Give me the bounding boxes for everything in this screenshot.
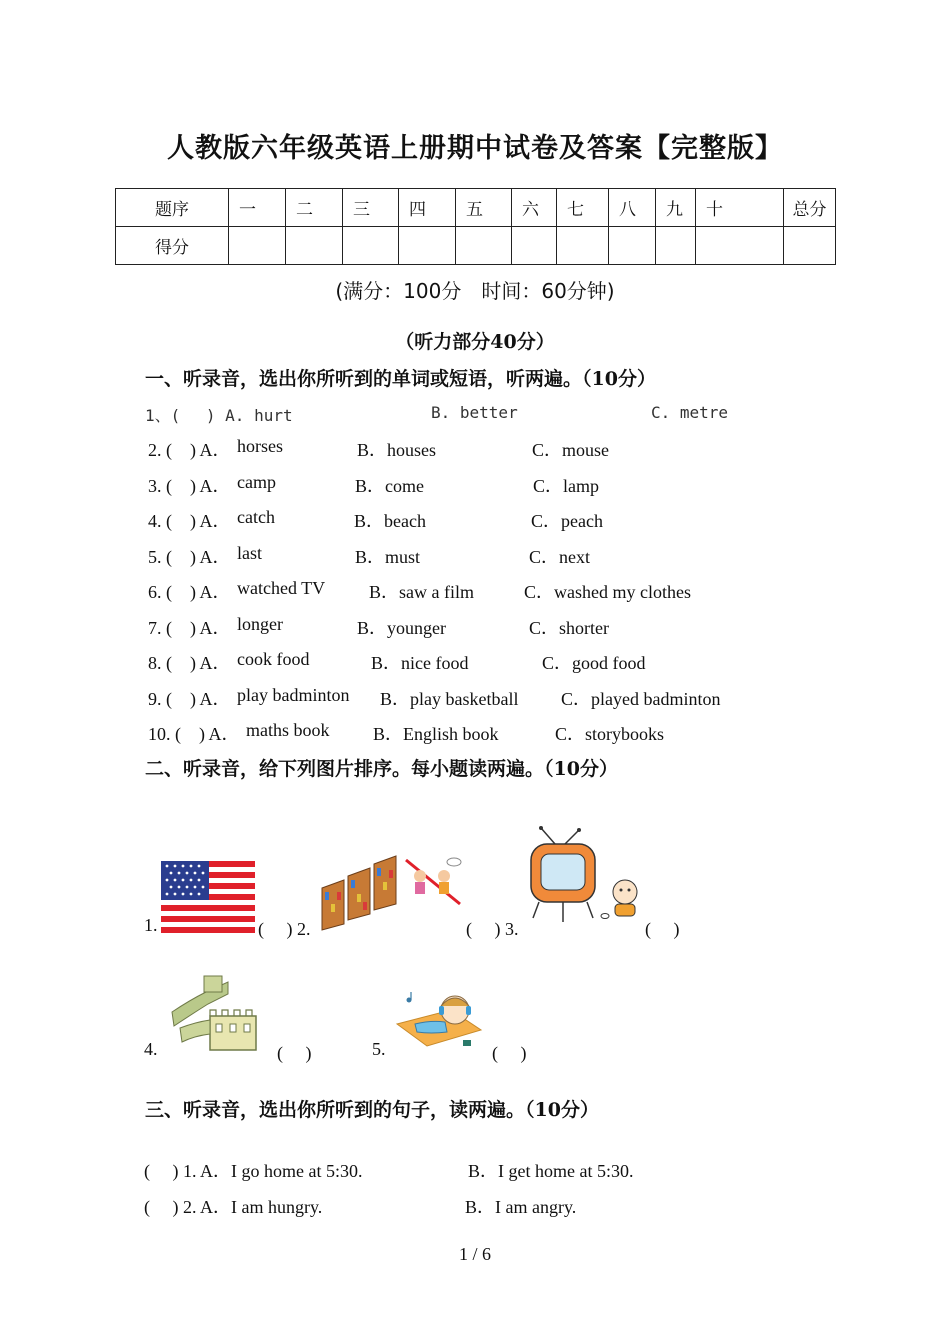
q8-option-c: C．good food bbox=[542, 653, 646, 673]
q3-option-b: B．come bbox=[355, 476, 424, 496]
section1-heading: 一、听录音，选出你所听到的单词或短语，听两遍。（10分） bbox=[145, 368, 656, 390]
q4-number: 4. ( ) A． bbox=[148, 511, 231, 531]
q8-option-a: cook food bbox=[237, 649, 310, 669]
score-cell[interactable] bbox=[557, 227, 609, 265]
section2-heading: 二、听录音，给下列图片排序。每小题读两遍。（10分） bbox=[145, 758, 618, 780]
q1-option-c: C. metre bbox=[651, 403, 729, 422]
page-title: 人教版六年级英语上册期中试卷及答案【完整版】 bbox=[167, 133, 783, 164]
q2-option-b: B．houses bbox=[357, 440, 437, 460]
section3-heading: 三、听录音，选出你所听到的句子，读两遍。（10分） bbox=[145, 1099, 599, 1121]
pic3-label: ( ) 3. bbox=[466, 919, 519, 939]
score-cell[interactable] bbox=[229, 227, 286, 265]
s3-q1-option-a: ( ) 1. A．I go home at 5:30. bbox=[144, 1161, 363, 1181]
score-cell[interactable] bbox=[399, 227, 456, 265]
score-cell[interactable] bbox=[609, 227, 656, 265]
s3-q1-option-b: B．I get home at 5:30. bbox=[468, 1161, 634, 1181]
q6-option-c: C．washed my clothes bbox=[524, 582, 691, 602]
q2-option-c: C．mouse bbox=[532, 440, 610, 460]
q7-number: 7. ( ) A． bbox=[148, 618, 231, 638]
score-time-note: (满分：100分 时间：60分钟) bbox=[335, 279, 615, 303]
score-cell[interactable] bbox=[456, 227, 512, 265]
score-header-cell: 八 bbox=[609, 189, 656, 227]
score-cell[interactable] bbox=[696, 227, 784, 265]
pic1-label: 1. bbox=[144, 915, 158, 935]
watch-tv-picture bbox=[525, 826, 645, 928]
score-header-cell: 二 bbox=[286, 189, 343, 227]
listen-music-picture bbox=[395, 990, 483, 1052]
score-row-label: 得分 bbox=[116, 227, 229, 265]
score-table-header-row bbox=[116, 189, 836, 227]
page-number: 1 / 6 bbox=[458, 1244, 491, 1264]
score-table-score-row bbox=[116, 227, 836, 265]
pic3-answer-blank: ( ) bbox=[645, 919, 680, 939]
q10-number: 10. ( ) A． bbox=[148, 724, 240, 744]
q7-option-c: C．shorter bbox=[529, 618, 609, 638]
q8-number: 8. ( ) A． bbox=[148, 653, 231, 673]
q6-number: 6. ( ) A． bbox=[148, 582, 231, 602]
pic5-label: 5. bbox=[372, 1039, 386, 1059]
q6-option-b: B．saw a film bbox=[369, 582, 474, 602]
q6-option-a: watched TV bbox=[237, 578, 326, 598]
usa-flag-picture bbox=[161, 861, 255, 933]
score-header-cell: 三 bbox=[343, 189, 399, 227]
q1-option-b: B. better bbox=[431, 403, 518, 422]
q10-option-c: C．storybooks bbox=[555, 724, 665, 744]
q9-option-c: C．played badminton bbox=[561, 689, 721, 709]
score-cell[interactable] bbox=[784, 227, 836, 265]
score-cell[interactable] bbox=[656, 227, 696, 265]
q9-option-a: play badminton bbox=[237, 685, 350, 705]
pic4-label: 4. bbox=[144, 1039, 158, 1059]
q3-option-a: camp bbox=[237, 472, 276, 492]
s3-q2-option-b: B．I am angry. bbox=[465, 1197, 577, 1217]
q2-number: 2. ( ) A． bbox=[148, 440, 231, 460]
q5-number: 5. ( ) A． bbox=[148, 547, 231, 567]
s3-q2-option-a: ( ) 2. A．I am hungry. bbox=[144, 1197, 323, 1217]
score-header-cell: 六 bbox=[512, 189, 557, 227]
pic2-label: ( ) 2. bbox=[258, 919, 311, 939]
q4-option-a: catch bbox=[237, 507, 275, 527]
q5-option-c: C．next bbox=[529, 547, 590, 567]
q3-number: 3. ( ) A． bbox=[148, 476, 231, 496]
score-header-cell: 十 bbox=[696, 189, 784, 227]
score-table bbox=[115, 188, 836, 265]
library-quiet-picture bbox=[320, 852, 468, 932]
score-header-cell: 九 bbox=[656, 189, 696, 227]
q9-number: 9. ( ) A． bbox=[148, 689, 231, 709]
q3-option-c: C．lamp bbox=[533, 476, 599, 496]
score-header-cell: 一 bbox=[229, 189, 286, 227]
score-header-cell: 五 bbox=[456, 189, 512, 227]
score-cell[interactable] bbox=[343, 227, 399, 265]
q8-option-b: B．nice food bbox=[371, 653, 469, 673]
q1-prefix: 1、( ) A. hurt bbox=[145, 406, 293, 425]
q7-option-a: longer bbox=[237, 614, 283, 634]
score-header-cell: 题序 bbox=[116, 189, 229, 227]
q9-option-b: B．play basketball bbox=[380, 689, 519, 709]
q5-option-a: last bbox=[237, 543, 262, 563]
score-header-cell: 七 bbox=[557, 189, 609, 227]
q2-option-a: horses bbox=[237, 436, 283, 456]
q4-option-c: C．peach bbox=[531, 511, 603, 531]
q10-option-a: maths book bbox=[246, 720, 330, 740]
q7-option-b: B．younger bbox=[357, 618, 446, 638]
q4-option-b: B．beach bbox=[354, 511, 426, 531]
listening-note: （听力部分40分） bbox=[395, 331, 555, 353]
score-cell[interactable] bbox=[512, 227, 557, 265]
q5-option-b: B．must bbox=[355, 547, 421, 567]
score-header-cell: 四 bbox=[399, 189, 456, 227]
great-wall-picture bbox=[170, 972, 260, 1052]
pic5-answer-blank: ( ) bbox=[492, 1043, 527, 1063]
score-header-cell: 总分 bbox=[784, 189, 836, 227]
pic4-answer-blank: ( ) bbox=[277, 1043, 312, 1063]
q10-option-b: B．English book bbox=[373, 724, 499, 744]
score-cell[interactable] bbox=[286, 227, 343, 265]
